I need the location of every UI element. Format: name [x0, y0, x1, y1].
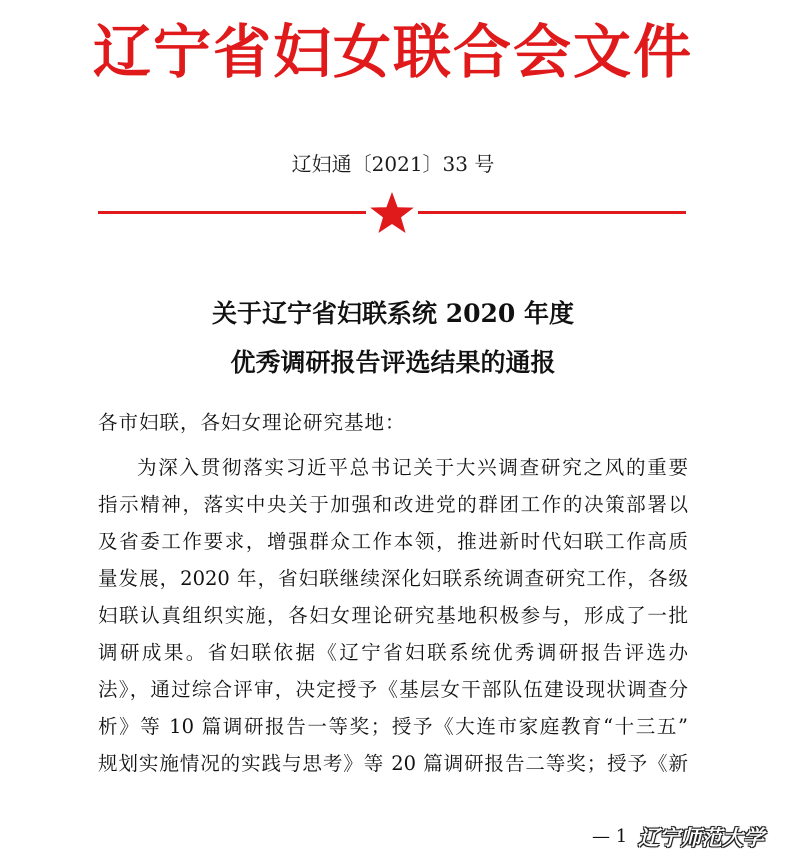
salutation: 各市妇联，各妇女理论研究基地：: [98, 411, 406, 434]
body-line: 法》，通过综合评审，决定授予《基层女干部队伍建设现状调查分: [98, 678, 688, 701]
body-line: 析》等 10 篇调研报告一等奖；授予《大连市家庭教育“十三五”: [98, 715, 688, 738]
body-line: 指示精神，落实中央关于加强和改进党的群团工作的决策部署以: [98, 493, 688, 516]
university-watermark: 辽宁师范大学: [638, 826, 764, 850]
document-number: 辽妇通〔2021〕33 号: [291, 152, 495, 176]
red-divider-left: [98, 211, 366, 214]
page-number: — 1: [592, 826, 628, 847]
red-divider-right: [418, 211, 686, 214]
document-title-line-2: 优秀调研报告评选结果的通报: [230, 348, 556, 377]
body-line: 规划实施情况的实践与思考》等 20 篇调研报告二等奖；授予《新: [98, 752, 688, 775]
document-title-line-1: 关于辽宁省妇联系统 2020 年度: [212, 299, 574, 328]
body-line: 妇联认真组织实施，各妇女理论研究基地积极参与，形成了一批: [98, 604, 688, 627]
document-header-organization: 辽宁省妇女联合会文件: [92, 18, 693, 86]
body-line: 及省委工作要求，增强群众工作本领，推进新时代妇联工作高质: [98, 530, 688, 553]
body-line: 为深入贯彻落实习近平总书记关于大兴调查研究之风的重要: [137, 456, 688, 479]
body-line: 调研成果。省妇联依据《辽宁省妇联系统优秀调研报告评选办: [98, 641, 688, 664]
body-line: 量发展，2020 年，省妇联继续深化妇联系统调查研究工作，各级: [98, 567, 688, 590]
red-star-icon: [368, 190, 416, 234]
